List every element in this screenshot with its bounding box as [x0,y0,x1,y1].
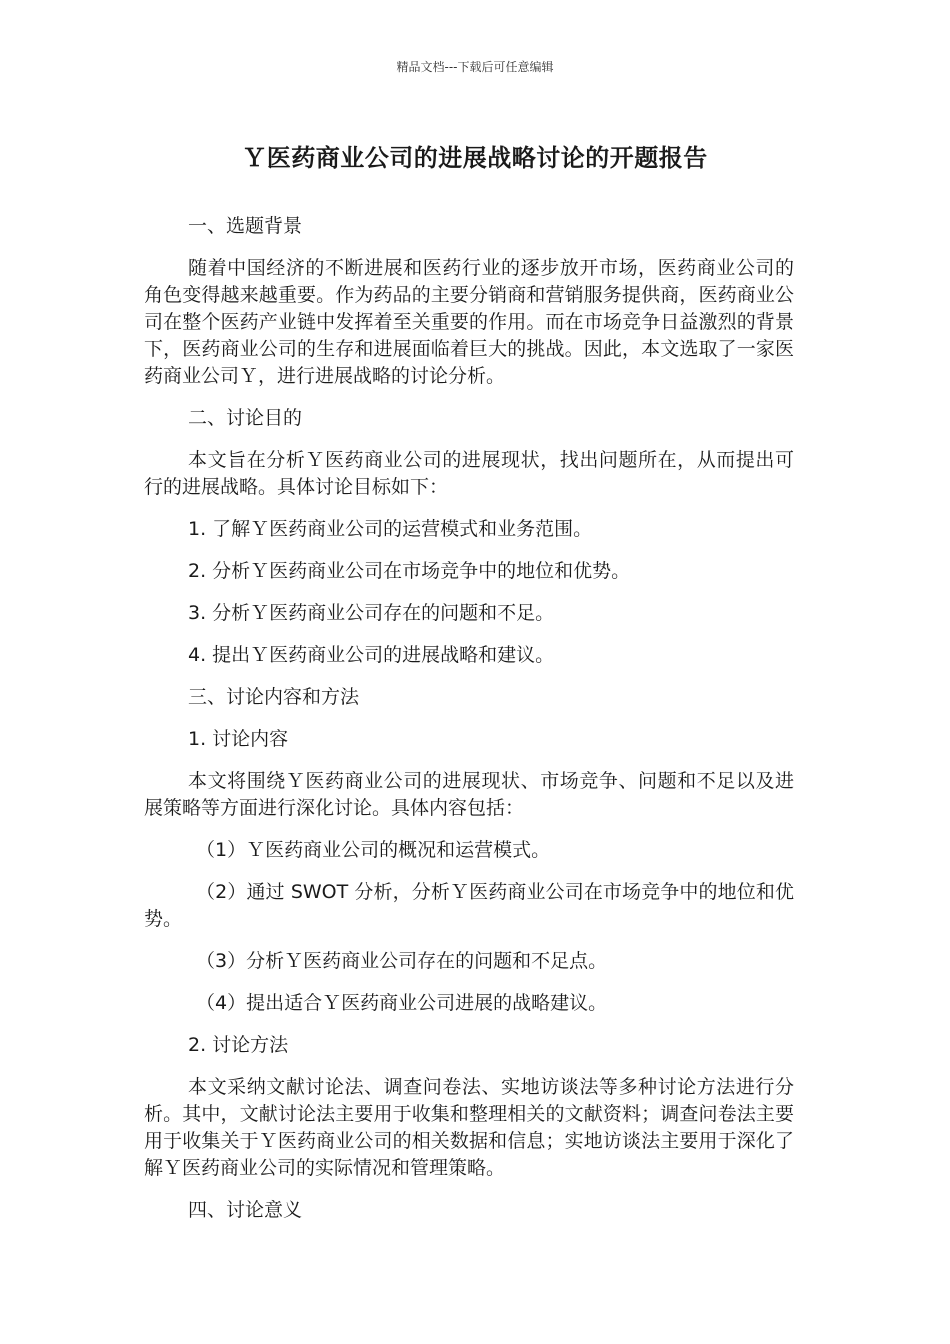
list-item-content-4: （4）提出适合Ｙ医药商业公司进展的战略建议。 [196,992,608,1014]
section-heading-background: 一、选题背景 [188,215,303,237]
document-title: Ｙ医药商业公司的进展战略讨论的开题报告 [242,144,708,172]
paragraph-content: 本文将围绕Ｙ医药商业公司的进展现状、市场竞争、问题和不足以及进展策略等方面进行深化讨论。具体内容包括： [144,770,794,819]
list-item-goal-4: 4. 提出Ｙ医药商业公司的进展战略和建议。 [188,644,555,666]
list-item-content-1: （1）Ｙ医药商业公司的概况和运营模式。 [196,839,551,861]
section-heading-significance: 四、讨论意义 [188,1199,303,1221]
section-heading-purpose: 二、讨论目的 [188,407,303,429]
list-item-content-2: （2）通过 SWOT 分析，分析Ｙ医药商业公司在市场竞争中的地位和优势。 [144,881,794,930]
list-item-goal-1: 1. 了解Ｙ医药商业公司的运营模式和业务范围。 [188,518,593,540]
paragraph-method: 本文采纳文献讨论法、调查问卷法、实地访谈法等多种讨论方法进行分析。其中，文献讨论法主要用于收集和整理相关的文献资料；调查问卷法主要用于收集关于Ｙ医药商业公司的相关数据和信息；实地访谈法主要用于深化了解Ｙ医药商业公司的实际情况和管理策略。 [144,1076,794,1179]
list-item-goal-2: 2. 分析Ｙ医药商业公司在市场竞争中的地位和优势。 [188,560,631,582]
subheading-content: 1. 讨论内容 [188,728,289,750]
paragraph-background: 随着中国经济的不断进展和医药行业的逐步放开市场，医药商业公司的角色变得越来越重要。作为药品的主要分销商和营销服务提供商，医药商业公司在整个医药产业链中发挥着至关重要的作用。而在市场竞争日益激烈的背景下，医药商业公司的生存和进展面临着巨大的挑战。因此，本文选取了一家医药商业公司Ｙ，进行进展战略的讨论分析。 [144,257,794,387]
list-item-goal-3: 3. 分析Ｙ医药商业公司存在的问题和不足。 [188,602,555,624]
list-item-content-3: （3）分析Ｙ医药商业公司存在的问题和不足点。 [196,950,608,972]
paragraph-purpose: 本文旨在分析Ｙ医药商业公司的进展现状，找出问题所在，从而提出可行的进展战略。具体讨论目标如下： [144,449,794,498]
section-heading-content-method: 三、讨论内容和方法 [188,686,360,708]
header-note: 精品文档---下载后可任意编辑 [396,60,554,74]
subheading-method: 2. 讨论方法 [188,1034,289,1056]
document-body [144,213,794,1239]
